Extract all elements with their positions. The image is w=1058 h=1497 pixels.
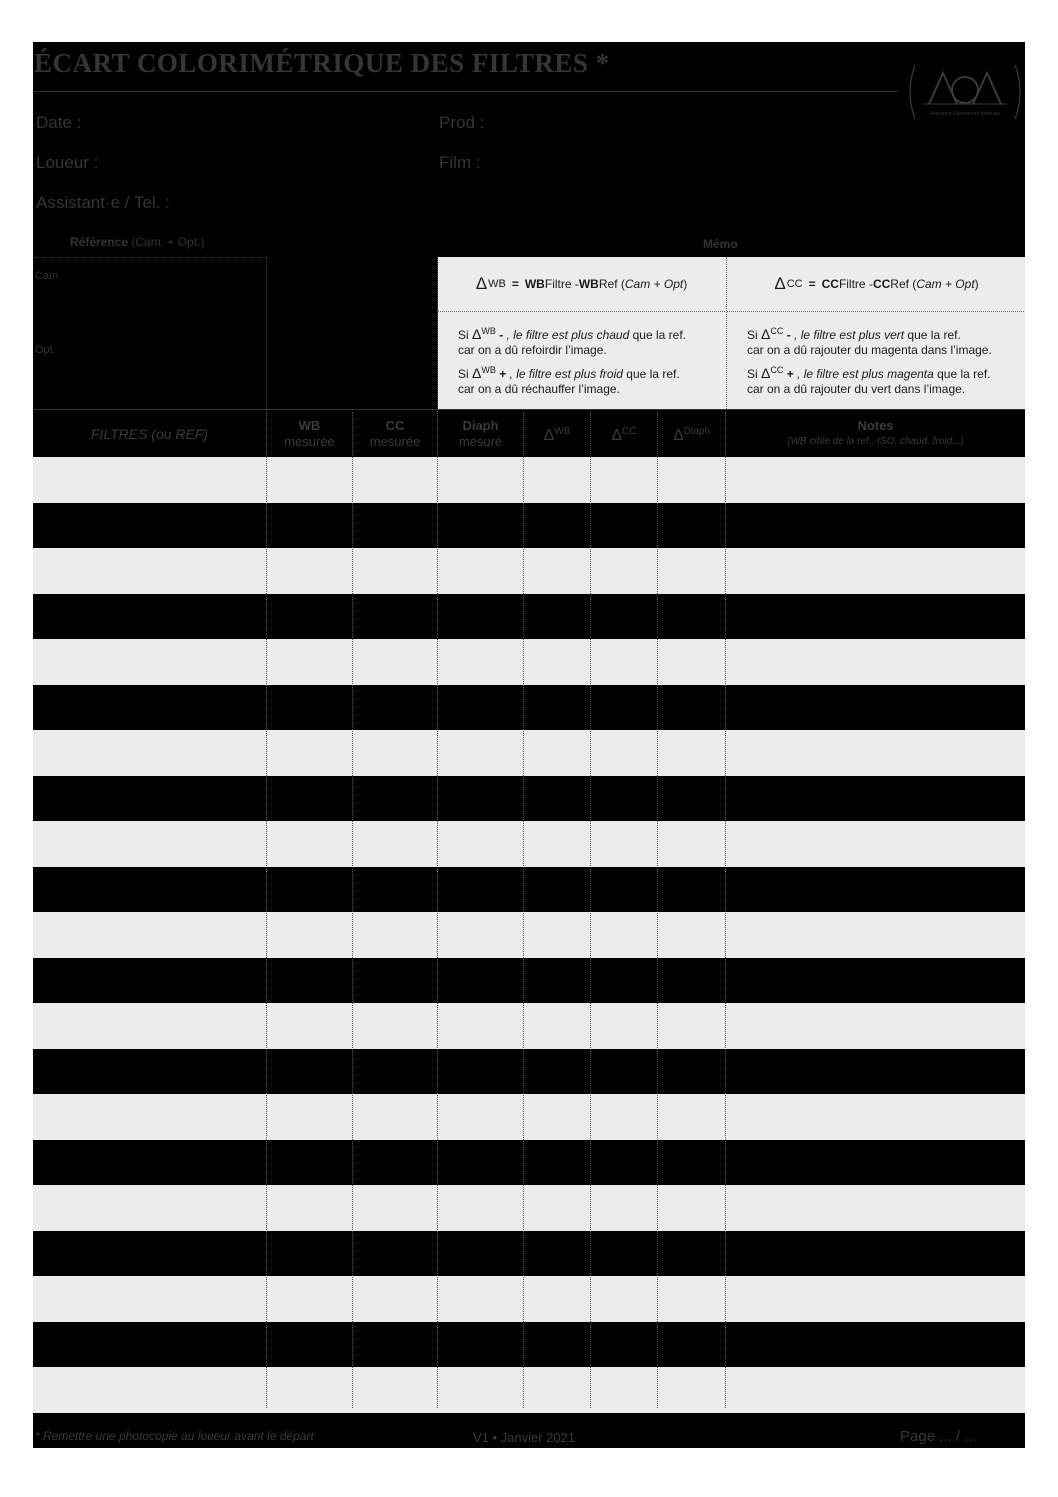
cell-diaph[interactable] xyxy=(438,1367,524,1413)
cell-diaph[interactable] xyxy=(438,548,524,594)
cell-filtre[interactable] xyxy=(33,867,267,913)
col-header-delta-diaph: $\Delta^{Diaph}$ xyxy=(673,426,710,444)
cell-delta-cc[interactable] xyxy=(591,912,658,958)
cell-delta-diaph[interactable] xyxy=(658,776,726,822)
cell-delta-wb[interactable] xyxy=(524,730,591,776)
cell-cc[interactable] xyxy=(353,457,438,503)
cell-filtre[interactable] xyxy=(33,1276,267,1322)
cell-diaph[interactable] xyxy=(438,1049,524,1095)
cell-filtre[interactable] xyxy=(33,639,267,685)
cell-delta-cc[interactable] xyxy=(591,639,658,685)
cell-cc[interactable] xyxy=(353,1049,438,1095)
reference-label: Référence (Cam. + Opt.) xyxy=(70,235,205,249)
cell-notes[interactable] xyxy=(726,1003,1025,1049)
table-row xyxy=(33,548,1025,594)
reference-opt-label: Opt. xyxy=(35,344,56,356)
cell-wb[interactable] xyxy=(267,1185,353,1231)
cell-delta-diaph[interactable] xyxy=(658,1049,726,1095)
cell-wb[interactable] xyxy=(267,730,353,776)
table-row xyxy=(33,457,1025,503)
cell-filtre[interactable] xyxy=(33,1003,267,1049)
cell-cc[interactable] xyxy=(353,1003,438,1049)
cell-cc[interactable] xyxy=(353,548,438,594)
form-sheet xyxy=(33,42,1025,1448)
table-row xyxy=(33,867,1025,913)
cell-delta-cc[interactable] xyxy=(591,1003,658,1049)
reference-cam-label: Cam. xyxy=(35,270,62,282)
cell-notes[interactable] xyxy=(726,776,1025,822)
cell-diaph[interactable] xyxy=(438,1231,524,1277)
cell-filtre[interactable] xyxy=(33,730,267,776)
cell-delta-wb[interactable] xyxy=(524,1003,591,1049)
memo-label: Mémo xyxy=(703,237,738,251)
cell-filtre[interactable] xyxy=(33,1140,267,1186)
cell-wb[interactable] xyxy=(267,685,353,731)
cell-filtre[interactable] xyxy=(33,912,267,958)
assistant-field[interactable]: Assistant·e / Tel. : xyxy=(36,193,170,212)
cell-delta-cc[interactable] xyxy=(591,1049,658,1095)
cell-delta-cc[interactable] xyxy=(591,1322,658,1368)
cell-delta-diaph[interactable] xyxy=(658,1094,726,1140)
cell-delta-wb[interactable] xyxy=(524,821,591,867)
loueur-field[interactable]: Loueur : xyxy=(36,153,99,172)
cell-wb[interactable] xyxy=(267,821,353,867)
cell-notes[interactable] xyxy=(726,1231,1025,1277)
cell-notes[interactable] xyxy=(726,503,1025,549)
memo-wb-plus-text: Si $\Delta^{WB}$ + , le filtre est plus froid que la ref. car on a dû réchauffer l’image. xyxy=(458,365,680,396)
cell-diaph[interactable] xyxy=(438,503,524,549)
cell-diaph[interactable] xyxy=(438,821,524,867)
col-header-notes: Notes (WB cible de la ref., ISO, chaud, froid...) xyxy=(787,418,964,447)
aoa-logo xyxy=(905,59,1025,125)
cell-wb[interactable] xyxy=(267,1094,353,1140)
cell-diaph[interactable] xyxy=(438,867,524,913)
table-row xyxy=(33,912,1025,958)
cell-notes[interactable] xyxy=(726,1367,1025,1413)
cell-delta-diaph[interactable] xyxy=(658,730,726,776)
cell-filtre[interactable] xyxy=(33,1185,267,1231)
cell-cc[interactable] xyxy=(353,594,438,640)
cell-notes[interactable] xyxy=(726,457,1025,503)
reference-box[interactable] xyxy=(33,257,267,413)
cell-delta-wb[interactable] xyxy=(524,503,591,549)
cell-cc[interactable] xyxy=(353,639,438,685)
cell-delta-diaph[interactable] xyxy=(658,1003,726,1049)
cell-cc[interactable] xyxy=(353,1094,438,1140)
film-field[interactable]: Film : xyxy=(439,153,481,172)
cell-diaph[interactable] xyxy=(438,776,524,822)
cell-delta-wb[interactable] xyxy=(524,1276,591,1322)
cell-filtre[interactable] xyxy=(33,548,267,594)
table-row xyxy=(33,776,1025,822)
cell-delta-diaph[interactable] xyxy=(658,548,726,594)
cell-wb[interactable] xyxy=(267,548,353,594)
table-row xyxy=(33,1185,1025,1231)
cell-delta-diaph[interactable] xyxy=(658,912,726,958)
cell-cc[interactable] xyxy=(353,912,438,958)
cell-wb[interactable] xyxy=(267,1367,353,1413)
cell-delta-diaph[interactable] xyxy=(658,958,726,1004)
cell-notes[interactable] xyxy=(726,958,1025,1004)
column-divider xyxy=(657,412,658,1408)
cell-delta-cc[interactable] xyxy=(591,594,658,640)
cell-filtre[interactable] xyxy=(33,685,267,731)
cell-filtre[interactable] xyxy=(33,1322,267,1368)
cell-notes[interactable] xyxy=(726,1276,1025,1322)
svg-text:Assistants Opérateurs Associés: Assistants Opérateurs Associés xyxy=(929,111,1001,117)
cell-delta-cc[interactable] xyxy=(591,548,658,594)
cell-notes[interactable] xyxy=(726,730,1025,776)
cell-delta-cc[interactable] xyxy=(591,457,658,503)
cell-delta-wb[interactable] xyxy=(524,1322,591,1368)
prod-field[interactable]: Prod : xyxy=(439,113,485,132)
cell-delta-diaph[interactable] xyxy=(658,1140,726,1186)
cell-delta-diaph[interactable] xyxy=(658,1185,726,1231)
cell-diaph[interactable] xyxy=(438,912,524,958)
cell-notes[interactable] xyxy=(726,594,1025,640)
col-header-delta-wb: $\Delta^{WB}$ xyxy=(543,426,571,444)
table-row xyxy=(33,1276,1025,1322)
cell-diaph[interactable] xyxy=(438,1003,524,1049)
cell-delta-cc[interactable] xyxy=(591,1094,658,1140)
cell-wb[interactable] xyxy=(267,1231,353,1277)
cell-delta-wb[interactable] xyxy=(524,1049,591,1095)
cell-delta-diaph[interactable] xyxy=(658,821,726,867)
cell-delta-cc[interactable] xyxy=(591,821,658,867)
cell-delta-wb[interactable] xyxy=(524,912,591,958)
memo-box xyxy=(438,257,1025,409)
table-row xyxy=(33,685,1025,731)
cell-delta-wb[interactable] xyxy=(524,685,591,731)
cell-delta-wb[interactable] xyxy=(524,958,591,1004)
cell-notes[interactable] xyxy=(726,1185,1025,1231)
cell-delta-wb[interactable] xyxy=(524,867,591,913)
cell-delta-diaph[interactable] xyxy=(658,1322,726,1368)
cell-cc[interactable] xyxy=(353,1367,438,1413)
table-row xyxy=(33,503,1025,549)
cell-cc[interactable] xyxy=(353,821,438,867)
table-row xyxy=(33,730,1025,776)
cell-wb[interactable] xyxy=(267,912,353,958)
cell-delta-wb[interactable] xyxy=(524,548,591,594)
page-title: ÉCART COLORIMÉTRIQUE DES FILTRES * xyxy=(34,48,610,78)
cell-notes[interactable] xyxy=(726,1049,1025,1095)
col-header-diaph: Diaph mesuré xyxy=(458,418,503,449)
cell-delta-diaph[interactable] xyxy=(658,594,726,640)
cell-wb[interactable] xyxy=(267,503,353,549)
column-divider xyxy=(266,412,267,1408)
cell-cc[interactable] xyxy=(353,503,438,549)
cell-cc[interactable] xyxy=(353,1231,438,1277)
cell-delta-cc[interactable] xyxy=(591,1231,658,1277)
cell-delta-diaph[interactable] xyxy=(658,457,726,503)
table-row xyxy=(33,1003,1025,1049)
col-header-wb: WB mesurée xyxy=(284,418,335,449)
cell-filtre[interactable] xyxy=(33,1094,267,1140)
cell-wb[interactable] xyxy=(267,1322,353,1368)
cell-diaph[interactable] xyxy=(438,685,524,731)
cell-delta-cc[interactable] xyxy=(591,685,658,731)
cell-notes[interactable] xyxy=(726,867,1025,913)
table-row xyxy=(33,1231,1025,1277)
cell-filtre[interactable] xyxy=(33,1049,267,1095)
cell-cc[interactable] xyxy=(353,730,438,776)
cell-delta-diaph[interactable] xyxy=(658,639,726,685)
column-divider xyxy=(437,257,438,1408)
cell-delta-wb[interactable] xyxy=(524,594,591,640)
cell-cc[interactable] xyxy=(353,776,438,822)
memo-cc-plus-text: Si $\Delta^{CC}$ + , le filtre est plus magenta que la ref. car on a dû rajouter du vert dans l’image. xyxy=(747,365,991,396)
cell-filtre[interactable] xyxy=(33,1231,267,1277)
cell-diaph[interactable] xyxy=(438,1185,524,1231)
table-row xyxy=(33,821,1025,867)
cell-diaph[interactable] xyxy=(438,958,524,1004)
cell-cc[interactable] xyxy=(353,1322,438,1368)
table-row xyxy=(33,1140,1025,1186)
cell-delta-diaph[interactable] xyxy=(658,685,726,731)
memo-cc-column xyxy=(726,257,1025,409)
column-divider xyxy=(523,412,524,1408)
cell-filtre[interactable] xyxy=(33,503,267,549)
cell-delta-wb[interactable] xyxy=(524,457,591,503)
table-row xyxy=(33,639,1025,685)
table-row xyxy=(33,594,1025,640)
cell-wb[interactable] xyxy=(267,1003,353,1049)
cell-filtre[interactable] xyxy=(33,821,267,867)
cell-cc[interactable] xyxy=(353,867,438,913)
cell-diaph[interactable] xyxy=(438,1322,524,1368)
title-rule xyxy=(33,91,898,92)
cell-delta-cc[interactable] xyxy=(591,730,658,776)
cell-diaph[interactable] xyxy=(438,1276,524,1322)
cell-cc[interactable] xyxy=(353,1140,438,1186)
cell-delta-cc[interactable] xyxy=(591,958,658,1004)
cell-delta-diaph[interactable] xyxy=(658,1276,726,1322)
cell-filtre[interactable] xyxy=(33,594,267,640)
cell-wb[interactable] xyxy=(267,457,353,503)
cell-delta-diaph[interactable] xyxy=(658,1231,726,1277)
cell-delta-cc[interactable] xyxy=(591,1367,658,1413)
cell-delta-cc[interactable] xyxy=(591,1140,658,1186)
cell-wb[interactable] xyxy=(267,867,353,913)
date-field[interactable]: Date : xyxy=(36,113,82,132)
column-divider xyxy=(590,412,591,1408)
cell-wb[interactable] xyxy=(267,776,353,822)
cell-notes[interactable] xyxy=(726,1140,1025,1186)
cell-notes[interactable] xyxy=(726,821,1025,867)
table-row xyxy=(33,1322,1025,1368)
cell-cc[interactable] xyxy=(353,1276,438,1322)
cell-notes[interactable] xyxy=(726,1322,1025,1368)
cell-diaph[interactable] xyxy=(438,1094,524,1140)
cell-delta-cc[interactable] xyxy=(591,1276,658,1322)
cell-delta-wb[interactable] xyxy=(524,1140,591,1186)
cell-delta-cc[interactable] xyxy=(591,503,658,549)
cell-delta-wb[interactable] xyxy=(524,1185,591,1231)
col-header-delta-cc: $\Delta^{CC}$ xyxy=(611,426,637,444)
cell-delta-diaph[interactable] xyxy=(658,1367,726,1413)
cell-cc[interactable] xyxy=(353,958,438,1004)
memo-cc-minus-text: Si $\Delta^{CC}$ - , le filtre est plus vert que la ref. car on a dû rajouter du magenta dans l’image. xyxy=(747,326,992,357)
cell-delta-wb[interactable] xyxy=(524,639,591,685)
cell-delta-wb[interactable] xyxy=(524,776,591,822)
cell-notes[interactable] xyxy=(726,1094,1025,1140)
col-header-cc: CC mesurée xyxy=(369,418,421,449)
cell-notes[interactable] xyxy=(726,685,1025,731)
cell-filtre[interactable] xyxy=(33,1367,267,1413)
cell-diaph[interactable] xyxy=(438,1140,524,1186)
table-row xyxy=(33,1094,1025,1140)
cell-filtre[interactable] xyxy=(33,958,267,1004)
cell-cc[interactable] xyxy=(353,685,438,731)
cell-diaph[interactable] xyxy=(438,457,524,503)
cell-notes[interactable] xyxy=(726,912,1025,958)
cell-wb[interactable] xyxy=(267,958,353,1004)
cell-diaph[interactable] xyxy=(438,639,524,685)
footer-note: * Remettre une photocopie au loueur avant le départ xyxy=(35,1429,314,1443)
cell-filtre[interactable] xyxy=(33,776,267,822)
cell-wb[interactable] xyxy=(267,1140,353,1186)
cell-notes[interactable] xyxy=(726,639,1025,685)
footer-page-number[interactable]: Page ... / ... xyxy=(900,1428,977,1445)
cell-cc[interactable] xyxy=(353,1185,438,1231)
cell-wb[interactable] xyxy=(267,594,353,640)
memo-wb-column xyxy=(438,257,725,409)
table-row xyxy=(33,1049,1025,1095)
cell-filtre[interactable] xyxy=(33,457,267,503)
cell-delta-cc[interactable] xyxy=(591,776,658,822)
cell-notes[interactable] xyxy=(726,548,1025,594)
cell-delta-wb[interactable] xyxy=(524,1367,591,1413)
cell-delta-wb[interactable] xyxy=(524,1231,591,1277)
cell-diaph[interactable] xyxy=(438,730,524,776)
column-divider xyxy=(352,412,353,1408)
col-header-filtres: FILTRES (ou REF) xyxy=(90,426,209,442)
memo-wb-minus-text: Si $\Delta^{WB}$ - , le filtre est plus chaud que la ref. car on a dû refoirdir l’image. xyxy=(458,326,686,357)
cell-wb[interactable] xyxy=(267,1049,353,1095)
cell-delta-cc[interactable] xyxy=(591,867,658,913)
cell-wb[interactable] xyxy=(267,1276,353,1322)
table-row xyxy=(33,1367,1025,1413)
cell-delta-cc[interactable] xyxy=(591,1185,658,1231)
memo-cc-formula: Δ CC = CC Filtre - CC Ref ( Cam + Opt ) xyxy=(727,257,1025,312)
cell-delta-wb[interactable] xyxy=(524,1094,591,1140)
cell-delta-diaph[interactable] xyxy=(658,867,726,913)
cell-delta-diaph[interactable] xyxy=(658,503,726,549)
cell-wb[interactable] xyxy=(267,639,353,685)
table-row xyxy=(33,958,1025,1004)
footer-version: V1 • Janvier 2021 xyxy=(473,1430,576,1445)
column-divider xyxy=(725,412,726,1408)
memo-wb-formula: Δ WB = WB Filtre - WB Ref ( Cam + Opt ) xyxy=(438,257,725,312)
table-top-rule xyxy=(33,409,1025,410)
cell-diaph[interactable] xyxy=(438,594,524,640)
